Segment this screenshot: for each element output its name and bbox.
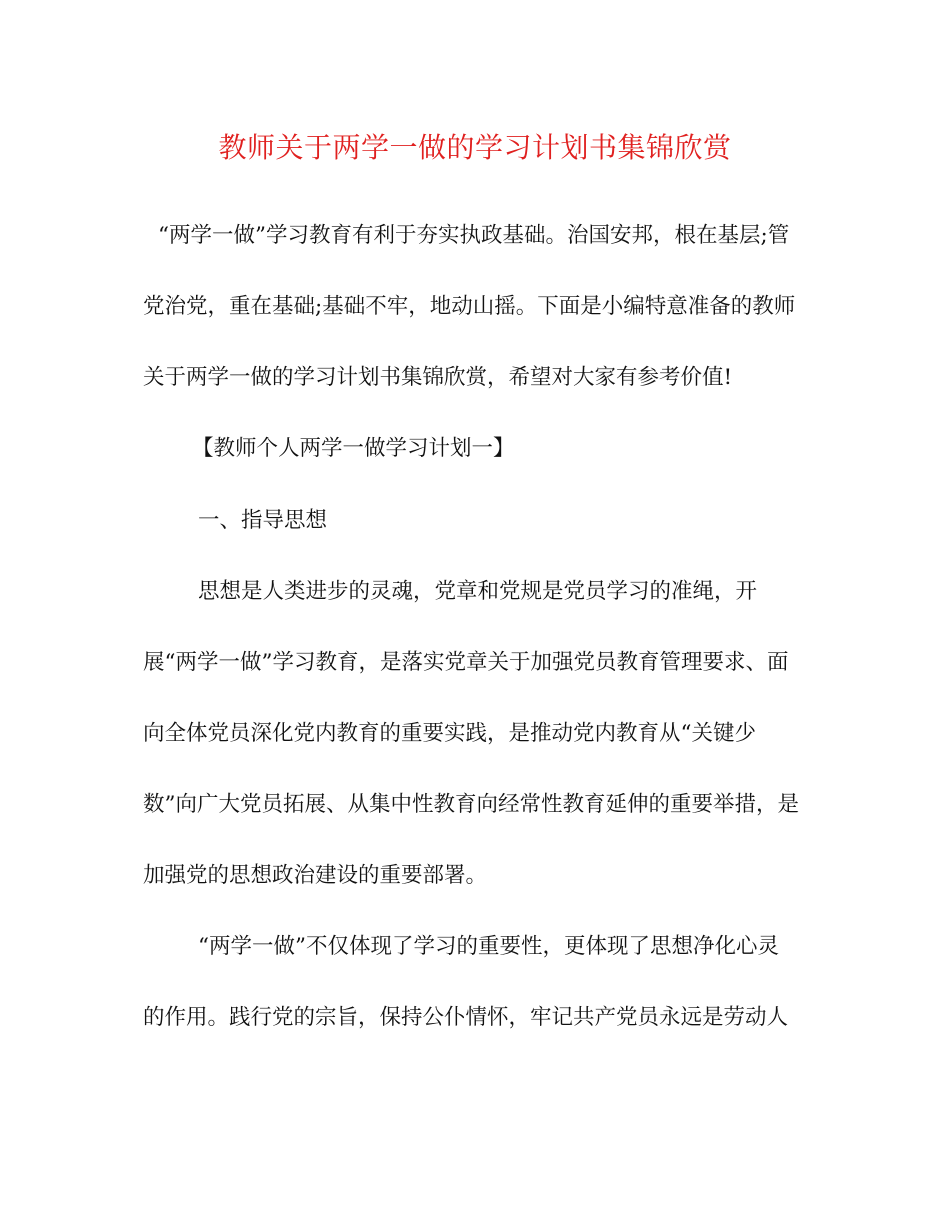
document-title: 教师关于两学一做的学习计划书集锦欣赏	[218, 131, 732, 164]
paragraph-line: 向全体党员深化党内教育的重要实践，是推动党内教育从“关键少	[143, 721, 756, 746]
paragraph-line: 党治党，重在基础;基础不牢，地动山摇。下面是小编特意准备的教师	[143, 294, 796, 319]
paragraph-line: 的作用。践行党的宗旨，保持公仆情怀，牢记共产党员永远是劳动人	[143, 1005, 789, 1030]
subsection-heading: 一、指导思想	[198, 508, 328, 533]
paragraph-line: 思想是人类进步的灵魂，党章和党规是党员学习的准绳，开	[198, 579, 758, 604]
paragraph-line: “两学一做”学习教育有利于夯实执政基础。治国安邦，根在基层;管	[158, 223, 790, 248]
paragraph-line: 展“两学一做”学习教育，是落实党章关于加强党员教育管理要求、面	[143, 650, 789, 675]
section-heading: 【教师个人两学一做学习计划一】	[192, 436, 515, 461]
paragraph-line: 加强党的思想政治建设的重要部署。	[143, 863, 488, 888]
paragraph-line: “两学一做”不仅体现了学习的重要性，更体现了思想净化心灵	[198, 934, 779, 959]
paragraph-line: 数”向广大党员拓展、从集中性教育向经常性教育延伸的重要举措，是	[143, 792, 799, 817]
paragraph-line: 关于两学一做的学习计划书集锦欣赏，希望对大家有参考价值!	[143, 365, 733, 390]
